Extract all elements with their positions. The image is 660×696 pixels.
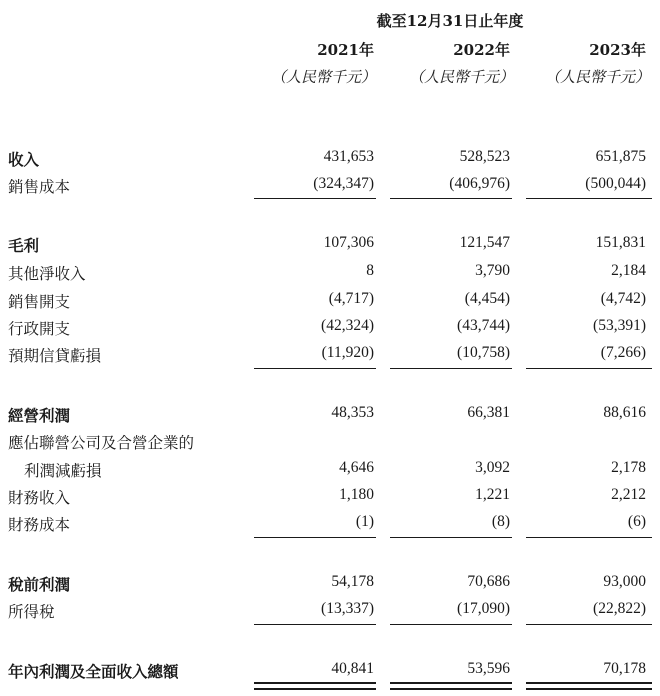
row-label-expected-credit-loss: 預期信貸虧損	[8, 347, 102, 365]
row-label-other-net-income: 其他淨收入	[8, 265, 86, 283]
row-label-selling-expenses: 銷售開支	[8, 293, 71, 311]
row-label-admin-expenses: 行政開支	[8, 320, 71, 338]
cell-cost-of-sales-2021: (324,347)	[313, 175, 374, 192]
unit-2021: （人民幣千元）	[270, 68, 376, 86]
subtotal-rule	[526, 368, 652, 369]
cell-admin-expenses-2021: (42,324)	[321, 317, 374, 334]
cell-operating-profit-2022: 66,381	[467, 404, 510, 421]
cell-cost-of-sales-2022: (406,976)	[449, 175, 510, 192]
row-label-profit-less-loss: 利潤減虧損	[24, 462, 102, 480]
subtotal-rule	[254, 198, 376, 199]
row-label-profit-before-tax: 稅前利潤	[8, 575, 71, 594]
period-header: 截至12月31日止年度	[376, 12, 524, 30]
cell-operating-profit-2023: 88,616	[603, 404, 646, 421]
cell-share-of-profit-2023: 2,178	[611, 459, 646, 476]
cell-income-tax-2021: (13,337)	[321, 600, 374, 617]
cell-total-profit-2022: 53,596	[467, 660, 510, 677]
cell-finance-costs-2023: (6)	[627, 513, 646, 530]
cell-gross-profit-2021: 107,306	[323, 234, 374, 251]
cell-revenue-2023: 651,875	[595, 148, 646, 165]
cell-total-profit-2023: 70,178	[603, 660, 646, 677]
cell-other-net-income-2021: 8	[366, 262, 374, 279]
row-label-operating-profit: 經營利潤	[8, 406, 71, 425]
subtotal-rule	[390, 368, 512, 369]
subtotal-rule	[254, 624, 376, 625]
cell-gross-profit-2023: 151,831	[595, 234, 646, 251]
subtotal-rule	[526, 624, 652, 625]
cell-share-of-profit-2021: 4,646	[339, 459, 374, 476]
cell-share-of-profit-2022: 3,092	[475, 459, 510, 476]
subtotal-rule	[526, 198, 652, 199]
cell-profit-before-tax-2021: 54,178	[331, 573, 374, 590]
subtotal-rule	[254, 537, 376, 538]
cell-finance-costs-2022: (8)	[491, 513, 510, 530]
cell-revenue-2021: 431,653	[323, 148, 374, 165]
year-2021-header: 2021年	[317, 41, 374, 59]
row-label-revenue: 收入	[8, 150, 40, 169]
subtotal-rule	[390, 198, 512, 199]
total-double-rule	[390, 682, 512, 690]
cell-cost-of-sales-2023: (500,044)	[585, 175, 646, 192]
row-label-income-tax: 所得稅	[8, 603, 55, 621]
unit-2022: （人民幣千元）	[408, 68, 514, 86]
cell-total-profit-2021: 40,841	[331, 660, 374, 677]
subtotal-rule	[526, 537, 652, 538]
cell-admin-expenses-2023: (53,391)	[593, 317, 646, 334]
cell-expected-credit-loss-2021: (11,920)	[321, 344, 374, 361]
cell-other-net-income-2023: 2,184	[611, 262, 646, 279]
subtotal-rule	[390, 537, 512, 538]
row-label-gross-profit: 毛利	[8, 236, 40, 255]
cell-finance-income-2023: 2,212	[611, 486, 646, 503]
cell-finance-income-2021: 1,180	[339, 486, 374, 503]
total-double-rule	[526, 682, 652, 690]
cell-finance-income-2022: 1,221	[475, 486, 510, 503]
cell-income-tax-2023: (22,822)	[593, 600, 646, 617]
cell-profit-before-tax-2022: 70,686	[467, 573, 510, 590]
cell-operating-profit-2021: 48,353	[331, 404, 374, 421]
cell-selling-expenses-2023: (4,742)	[600, 290, 646, 307]
cell-finance-costs-2021: (1)	[355, 513, 374, 530]
year-2023-header: 2023年	[589, 41, 646, 59]
cell-selling-expenses-2022: (4,454)	[464, 290, 510, 307]
subtotal-rule	[254, 368, 376, 369]
cell-other-net-income-2022: 3,790	[475, 262, 510, 279]
cell-expected-credit-loss-2023: (7,266)	[600, 344, 646, 361]
cell-profit-before-tax-2023: 93,000	[603, 573, 646, 590]
subtotal-rule	[390, 624, 512, 625]
cell-admin-expenses-2022: (43,744)	[457, 317, 510, 334]
total-double-rule	[254, 682, 376, 690]
row-label-finance-costs: 財務成本	[8, 516, 71, 534]
cell-expected-credit-loss-2022: (10,758)	[457, 344, 510, 361]
cell-gross-profit-2022: 121,547	[459, 234, 510, 251]
row-label-total-profit: 年內利潤及全面收入總額	[8, 662, 179, 681]
row-label-share-of-associates: 應佔聯營公司及合營企業的	[8, 434, 195, 452]
row-label-cost-of-sales: 銷售成本	[8, 178, 71, 196]
cell-income-tax-2022: (17,090)	[457, 600, 510, 617]
row-label-finance-income: 財務收入	[8, 489, 71, 507]
year-2022-header: 2022年	[453, 41, 510, 59]
cell-selling-expenses-2021: (4,717)	[328, 290, 374, 307]
cell-revenue-2022: 528,523	[459, 148, 510, 165]
unit-2023: （人民幣千元）	[544, 68, 650, 86]
